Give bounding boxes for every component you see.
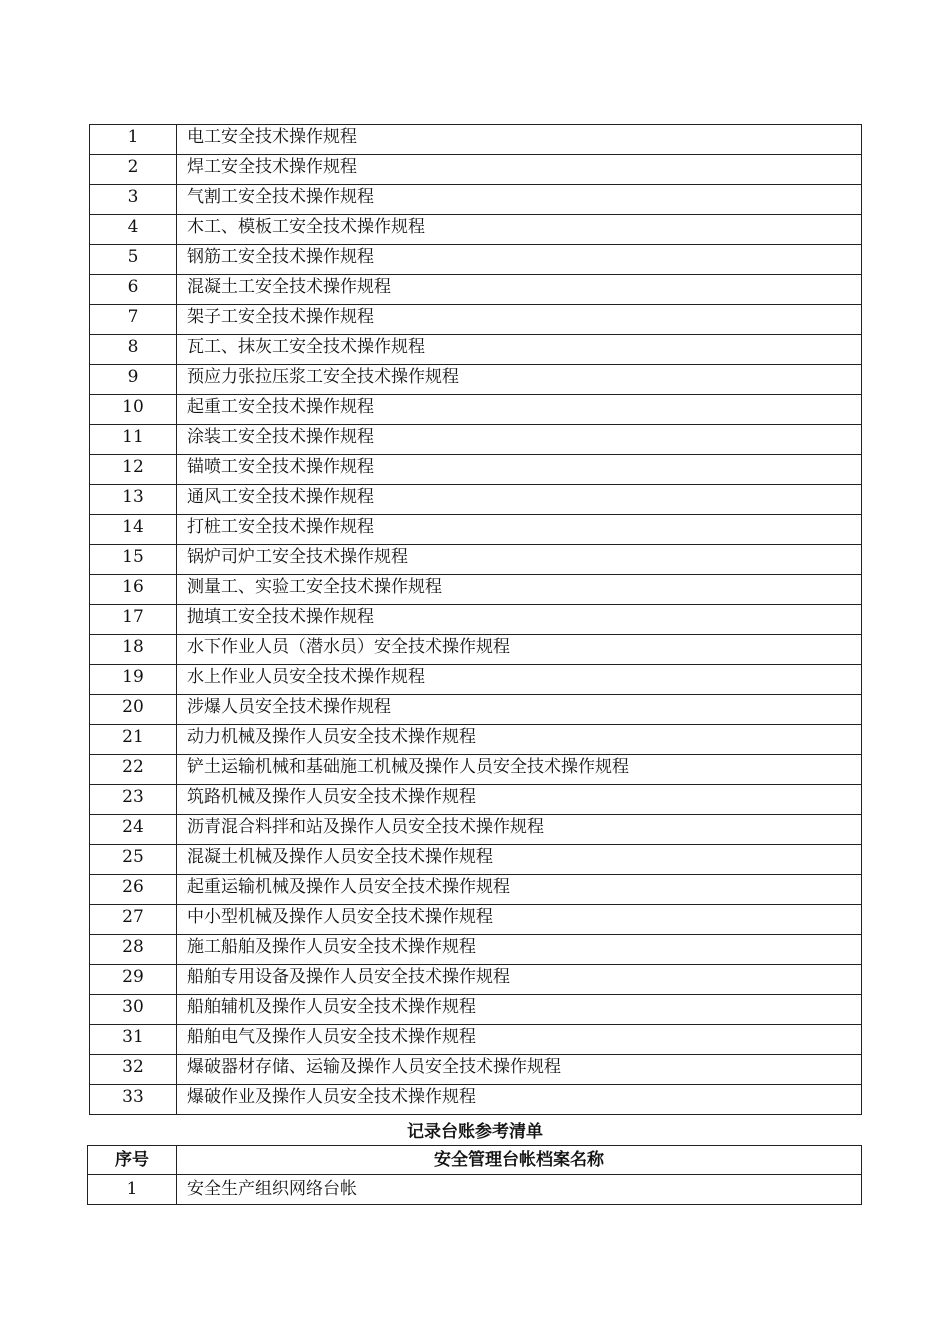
procedure-row: [90, 1025, 862, 1055]
serial-number-cell: 24: [90, 815, 177, 845]
procedure-row: [90, 185, 862, 215]
procedure-row: [90, 785, 862, 815]
name-cell: 气割工安全技术操作规程: [177, 185, 862, 215]
name-cell: 铲土运输机械和基础施工机械及操作人员安全技术操作规程: [177, 755, 862, 785]
procedure-row: [90, 365, 862, 395]
procedure-row: [90, 125, 862, 155]
procedure-row: [90, 155, 862, 185]
procedure-row: [90, 845, 862, 875]
serial-number-cell: 25: [90, 845, 177, 875]
name-cell: 钢筋工安全技术操作规程: [177, 245, 862, 275]
serial-number-cell: 2: [90, 155, 177, 185]
procedure-row: [90, 1055, 862, 1085]
name-cell: 动力机械及操作人员安全技术操作规程: [177, 725, 862, 755]
name-cell: 起重运输机械及操作人员安全技术操作规程: [177, 875, 862, 905]
serial-number-cell: 28: [90, 935, 177, 965]
serial-number-cell: 11: [90, 425, 177, 455]
records-section-title: 记录台账参考清单: [407, 1122, 543, 1142]
name-cell: 焊工安全技术操作规程: [177, 155, 862, 185]
name-cell: 船舶辅机及操作人员安全技术操作规程: [177, 995, 862, 1025]
name-cell: 中小型机械及操作人员安全技术操作规程: [177, 905, 862, 935]
procedures-body: [90, 125, 862, 1115]
procedures-table: [89, 124, 862, 1115]
name-cell: 架子工安全技术操作规程: [177, 305, 862, 335]
serial-number-cell: 20: [90, 695, 177, 725]
name-cell: 预应力张拉压浆工安全技术操作规程: [177, 365, 862, 395]
procedure-row: [90, 575, 862, 605]
procedure-row: [90, 515, 862, 545]
procedure-row: [90, 1085, 862, 1115]
name-cell: 抛填工安全技术操作规程: [177, 605, 862, 635]
serial-number-cell: 8: [90, 335, 177, 365]
name-cell: 电工安全技术操作规程: [177, 125, 862, 155]
name-cell: 锚喷工安全技术操作规程: [177, 455, 862, 485]
serial-number-cell: 7: [90, 305, 177, 335]
records-body: [88, 1175, 862, 1205]
serial-number-cell: 26: [90, 875, 177, 905]
procedure-row: [90, 905, 862, 935]
records-table: [87, 1145, 862, 1205]
name-cell: 起重工安全技术操作规程: [177, 395, 862, 425]
serial-number-cell: 18: [90, 635, 177, 665]
serial-number-cell: 32: [90, 1055, 177, 1085]
procedure-row: [90, 245, 862, 275]
procedure-row: [90, 485, 862, 515]
serial-number-cell: 6: [90, 275, 177, 305]
header-serial-number: 序号: [88, 1146, 177, 1175]
procedure-row: [90, 395, 862, 425]
procedure-row: [90, 215, 862, 245]
serial-number-cell: 33: [90, 1085, 177, 1115]
name-cell: 混凝土机械及操作人员安全技术操作规程: [177, 845, 862, 875]
serial-number-cell: 10: [90, 395, 177, 425]
name-cell: 混凝土工安全技术操作规程: [177, 275, 862, 305]
name-cell: 涉爆人员安全技术操作规程: [177, 695, 862, 725]
serial-number-cell: 29: [90, 965, 177, 995]
procedure-row: [90, 935, 862, 965]
procedure-row: [90, 965, 862, 995]
serial-number-cell: 1: [88, 1175, 177, 1205]
serial-number-cell: 9: [90, 365, 177, 395]
serial-number-cell: 23: [90, 785, 177, 815]
procedure-row: [90, 635, 862, 665]
procedure-row: [90, 305, 862, 335]
name-cell: 涂装工安全技术操作规程: [177, 425, 862, 455]
serial-number-cell: 17: [90, 605, 177, 635]
name-cell: 打桩工安全技术操作规程: [177, 515, 862, 545]
name-cell: 筑路机械及操作人员安全技术操作规程: [177, 785, 862, 815]
name-cell: 沥青混合料拌和站及操作人员安全技术操作规程: [177, 815, 862, 845]
serial-number-cell: 21: [90, 725, 177, 755]
procedure-row: [90, 755, 862, 785]
procedure-row: [90, 545, 862, 575]
procedure-row: [90, 815, 862, 845]
procedure-row: [90, 725, 862, 755]
name-cell: 木工、模板工安全技术操作规程: [177, 215, 862, 245]
name-cell: 水上作业人员安全技术操作规程: [177, 665, 862, 695]
serial-number-cell: 22: [90, 755, 177, 785]
records-header-row: [88, 1146, 862, 1175]
name-cell: 船舶专用设备及操作人员安全技术操作规程: [177, 965, 862, 995]
record-row: [88, 1175, 862, 1205]
serial-number-cell: 27: [90, 905, 177, 935]
serial-number-cell: 16: [90, 575, 177, 605]
procedure-row: [90, 875, 862, 905]
name-cell: 瓦工、抹灰工安全技术操作规程: [177, 335, 862, 365]
serial-number-cell: 4: [90, 215, 177, 245]
name-cell: 水下作业人员（潜水员）安全技术操作规程: [177, 635, 862, 665]
name-cell: 船舶电气及操作人员安全技术操作规程: [177, 1025, 862, 1055]
name-cell: 爆破作业及操作人员安全技术操作规程: [177, 1085, 862, 1115]
procedure-row: [90, 995, 862, 1025]
serial-number-cell: 30: [90, 995, 177, 1025]
procedure-row: [90, 275, 862, 305]
procedure-row: [90, 695, 862, 725]
header-record-name: 安全管理台帐档案名称: [177, 1146, 862, 1175]
name-cell: 安全生产组织网络台帐: [177, 1175, 862, 1205]
procedure-row: [90, 455, 862, 485]
name-cell: 施工船舶及操作人员安全技术操作规程: [177, 935, 862, 965]
serial-number-cell: 13: [90, 485, 177, 515]
procedure-row: [90, 335, 862, 365]
procedure-row: [90, 605, 862, 635]
name-cell: 通风工安全技术操作规程: [177, 485, 862, 515]
serial-number-cell: 1: [90, 125, 177, 155]
serial-number-cell: 15: [90, 545, 177, 575]
serial-number-cell: 31: [90, 1025, 177, 1055]
name-cell: 测量工、实验工安全技术操作规程: [177, 575, 862, 605]
serial-number-cell: 3: [90, 185, 177, 215]
serial-number-cell: 12: [90, 455, 177, 485]
procedure-row: [90, 665, 862, 695]
name-cell: 爆破器材存储、运输及操作人员安全技术操作规程: [177, 1055, 862, 1085]
serial-number-cell: 14: [90, 515, 177, 545]
procedure-row: [90, 425, 862, 455]
name-cell: 锅炉司炉工安全技术操作规程: [177, 545, 862, 575]
serial-number-cell: 5: [90, 245, 177, 275]
serial-number-cell: 19: [90, 665, 177, 695]
